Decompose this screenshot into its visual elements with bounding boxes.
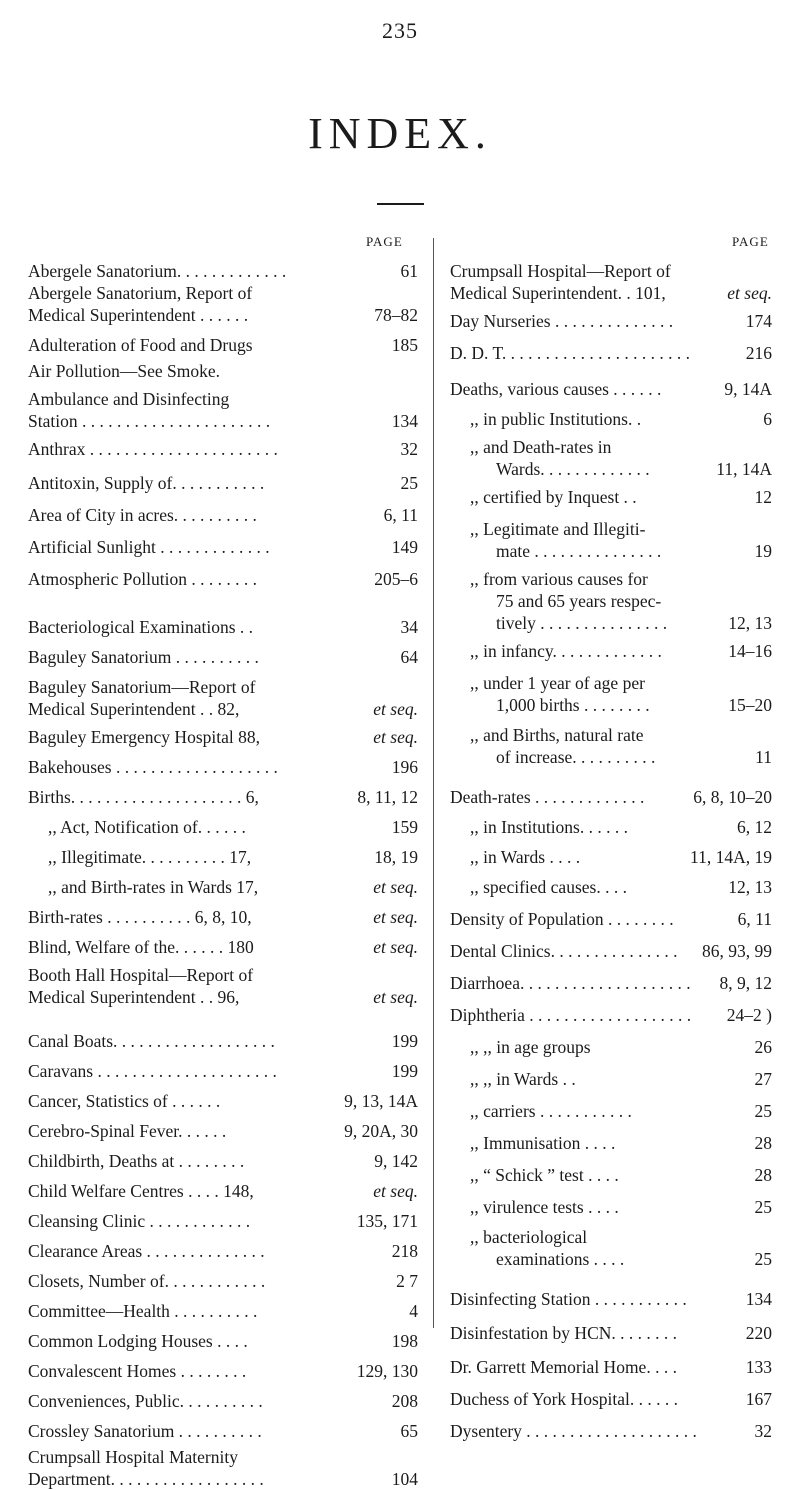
page-reference: 25 bbox=[400, 473, 418, 493]
index-term-continuation: 75 and 65 years respec- bbox=[496, 591, 662, 611]
page-reference: 9, 142 bbox=[374, 1151, 418, 1171]
page-reference: 15–20 bbox=[728, 695, 772, 715]
page-reference bbox=[727, 282, 772, 304]
index-entry bbox=[28, 1060, 418, 1082]
index-entry bbox=[28, 1030, 418, 1052]
index-term-continuation: mate . . . . . . . . . . . . . . . bbox=[496, 541, 662, 561]
index-term-continuation: 1,000 births . . . . . . . . bbox=[496, 695, 650, 715]
page-reference bbox=[373, 1180, 418, 1202]
index-term: Convalescent Homes . . . . . . . . bbox=[28, 1361, 247, 1381]
index-entry bbox=[28, 1390, 418, 1412]
index-entry bbox=[450, 378, 772, 400]
index-term: Canal Boats. . . . . . . . . . . . . . . . . . . bbox=[28, 1031, 275, 1051]
index-entry bbox=[450, 1356, 772, 1378]
index-term: ,, from various causes for bbox=[470, 569, 648, 589]
index-term: Ambulance and Disinfecting bbox=[28, 389, 230, 409]
et-seq-label: et seq. bbox=[373, 727, 418, 747]
page-reference: 199 bbox=[391, 1061, 418, 1081]
index-entry bbox=[450, 1004, 772, 1026]
page-reference: 220 bbox=[745, 1323, 772, 1343]
page-reference: 25 bbox=[754, 1197, 772, 1217]
page-reference: 12, 13 bbox=[728, 613, 772, 633]
index-entry bbox=[450, 260, 772, 304]
index-entry bbox=[28, 1120, 418, 1142]
index-entry bbox=[28, 282, 418, 326]
index-term: Crossley Sanatorium . . . . . . . . . . bbox=[28, 1421, 262, 1441]
page-reference: 159 bbox=[391, 817, 418, 837]
index-entry bbox=[28, 1446, 418, 1490]
index-entry bbox=[28, 676, 418, 720]
page-reference: 4 bbox=[409, 1301, 418, 1321]
et-seq-label: et seq. bbox=[373, 699, 418, 719]
et-seq-label: et seq. bbox=[373, 1181, 418, 1201]
index-entry bbox=[450, 310, 772, 332]
index-term: Cleansing Clinic . . . . . . . . . . . . bbox=[28, 1211, 251, 1231]
index-term: ,, Legitimate and Illegiti- bbox=[470, 519, 646, 539]
index-term: ,, and Births, natural rate bbox=[470, 725, 644, 745]
page-reference: 205–6 bbox=[374, 569, 418, 589]
index-term: Dr. Garrett Memorial Home. . . . bbox=[450, 1357, 677, 1377]
index-entry bbox=[28, 260, 418, 282]
page-reference: 14–16 bbox=[728, 641, 772, 661]
index-entry bbox=[28, 1180, 418, 1202]
et-seq-label: et seq. bbox=[727, 283, 772, 303]
index-term: Diphtheria . . . . . . . . . . . . . . . . . . . bbox=[450, 1005, 692, 1025]
page-reference bbox=[373, 986, 418, 1008]
index-entry bbox=[28, 388, 418, 432]
index-entry bbox=[450, 846, 772, 868]
index-term: ,, ,, in age groups bbox=[470, 1037, 591, 1057]
index-term: Baguley Sanatorium—Report of bbox=[28, 677, 256, 697]
page-reference: 129, 130 bbox=[356, 1361, 418, 1381]
page-reference: 2 7 bbox=[396, 1271, 418, 1291]
index-entry bbox=[28, 1420, 418, 1442]
index-entry bbox=[450, 1196, 772, 1218]
index-term: Child Welfare Centres . . . . 148, bbox=[28, 1181, 254, 1201]
index-title: INDEX. bbox=[308, 109, 492, 158]
index-term: Air Pollution—See Smoke. bbox=[28, 361, 221, 381]
index-entry bbox=[28, 1150, 418, 1172]
index-entry bbox=[450, 908, 772, 930]
page-reference: 6, 12 bbox=[737, 817, 772, 837]
index-entry bbox=[28, 1240, 418, 1262]
index-entry bbox=[450, 672, 772, 716]
index-term: Deaths, various causes . . . . . . bbox=[450, 379, 662, 399]
page-reference bbox=[373, 936, 418, 958]
index-term-continuation: Wards. . . . . . . . . . . . . bbox=[496, 459, 650, 479]
page-reference: 8, 9, 12 bbox=[719, 973, 772, 993]
index-term: Abergele Sanatorium, Report of bbox=[28, 283, 253, 303]
index-term: Dental Clinics. . . . . . . . . . . . . . . bbox=[450, 941, 678, 961]
page-reference: 6, 11 bbox=[383, 505, 418, 525]
page-reference: 28 bbox=[754, 1133, 772, 1153]
index-term: ,, in public Institutions. . bbox=[470, 409, 642, 429]
index-term-continuation: Station . . . . . . . . . . . . . . . . . . . . . . bbox=[28, 411, 271, 431]
page-reference: 135, 171 bbox=[356, 1211, 418, 1231]
index-entry bbox=[450, 1420, 772, 1442]
page-reference: 12 bbox=[754, 487, 772, 507]
page-reference bbox=[373, 726, 418, 748]
index-term: Booth Hall Hospital—Report of bbox=[28, 965, 254, 985]
page-reference: 64 bbox=[400, 647, 418, 667]
index-term-continuation: Medical Superintendent . . . . . . bbox=[28, 305, 249, 325]
page-reference bbox=[373, 698, 418, 720]
index-entry bbox=[450, 1100, 772, 1122]
index-term: ,, certified by Inquest . . bbox=[470, 487, 637, 507]
page-reference: 61 bbox=[400, 261, 418, 281]
index-term-continuation: examinations . . . . bbox=[496, 1249, 625, 1269]
index-entry bbox=[450, 1068, 772, 1090]
column-divider bbox=[433, 238, 434, 1328]
index-entry bbox=[28, 504, 418, 526]
index-term: ,, and Death-rates in bbox=[470, 437, 612, 457]
page-reference: 174 bbox=[745, 311, 772, 331]
index-term: Antitoxin, Supply of. . . . . . . . . . . bbox=[28, 473, 265, 493]
index-entry bbox=[450, 816, 772, 838]
index-term: Artificial Sunlight . . . . . . . . . . . . . bbox=[28, 537, 270, 557]
page-reference: 134 bbox=[391, 411, 418, 431]
page-reference: 167 bbox=[745, 1389, 772, 1409]
index-entry bbox=[28, 756, 418, 778]
index-term: Births. . . . . . . . . . . . . . . . . . . . 6, bbox=[28, 787, 259, 807]
index-entry bbox=[28, 1270, 418, 1292]
index-term: Death-rates . . . . . . . . . . . . . bbox=[450, 787, 645, 807]
index-entry bbox=[28, 646, 418, 668]
title-rule bbox=[377, 203, 424, 205]
page-reference: 9, 13, 14A bbox=[344, 1091, 418, 1111]
page-reference: 32 bbox=[754, 1421, 772, 1441]
page-reference: 65 bbox=[400, 1421, 418, 1441]
et-seq-label: et seq. bbox=[373, 937, 418, 957]
index-term: ,, carriers . . . . . . . . . . . bbox=[470, 1101, 632, 1121]
page-number: 235 bbox=[382, 18, 418, 43]
index-term: Closets, Number of. . . . . . . . . . . . bbox=[28, 1271, 266, 1291]
index-entry bbox=[450, 940, 772, 962]
page-reference bbox=[373, 906, 418, 928]
index-term: Birth-rates . . . . . . . . . . 6, 8, 10, bbox=[28, 907, 252, 927]
page-reference: 185 bbox=[391, 335, 418, 355]
page-reference: 9, 14A bbox=[724, 379, 772, 399]
index-term: Common Lodging Houses . . . . bbox=[28, 1331, 248, 1351]
index-term: ,, in Wards . . . . bbox=[470, 847, 581, 867]
index-term: Density of Population . . . . . . . . bbox=[450, 909, 674, 929]
index-entry bbox=[450, 568, 772, 634]
index-entry bbox=[28, 906, 418, 928]
page-reference: 11, 14A, 19 bbox=[690, 847, 772, 867]
page-reference: 86, 93, 99 bbox=[702, 941, 772, 961]
page-reference: 11 bbox=[755, 747, 772, 767]
page-reference: 6, 11 bbox=[737, 909, 772, 929]
index-term: ,, in Institutions. . . . . . bbox=[470, 817, 628, 837]
page-reference: 19 bbox=[754, 541, 772, 561]
index-term: Bacteriological Examinations . . bbox=[28, 617, 254, 637]
index-term: Dysentery . . . . . . . . . . . . . . . . . . . . bbox=[450, 1421, 697, 1441]
index-term-continuation: Medical Superintendent . . 82, bbox=[28, 699, 240, 719]
index-term: Committee—Health . . . . . . . . . . bbox=[28, 1301, 258, 1321]
index-entry bbox=[450, 408, 772, 430]
index-term: Crumpsall Hospital—Report of bbox=[450, 261, 671, 281]
index-entry bbox=[28, 360, 418, 382]
et-seq-label: et seq. bbox=[373, 907, 418, 927]
page-reference: 25 bbox=[754, 1249, 772, 1269]
et-seq-label: et seq. bbox=[373, 987, 418, 1007]
index-entry bbox=[450, 972, 772, 994]
page-reference: 18, 19 bbox=[374, 847, 418, 867]
page-reference: 27 bbox=[754, 1069, 772, 1089]
index-term: Anthrax . . . . . . . . . . . . . . . . . . . . . . bbox=[28, 439, 278, 459]
index-entry bbox=[450, 724, 772, 768]
index-entry bbox=[450, 1288, 772, 1310]
index-entry bbox=[450, 1388, 772, 1410]
index-term-continuation: Medical Superintendent . . 96, bbox=[28, 987, 240, 1007]
index-term: Area of City in acres. . . . . . . . . . bbox=[28, 505, 257, 525]
index-term: Disinfestation by HCN. . . . . . . . bbox=[450, 1323, 678, 1343]
et-seq-label: et seq. bbox=[373, 877, 418, 897]
index-entry bbox=[450, 1036, 772, 1058]
index-term: ,, under 1 year of age per bbox=[470, 673, 645, 693]
index-entry bbox=[450, 876, 772, 898]
index-entry bbox=[450, 1226, 772, 1270]
page-reference: 216 bbox=[745, 343, 772, 363]
index-term: Abergele Sanatorium. . . . . . . . . . . . . bbox=[28, 261, 287, 281]
page-reference: 25 bbox=[754, 1101, 772, 1121]
page-reference: 26 bbox=[754, 1037, 772, 1057]
index-entry bbox=[28, 1330, 418, 1352]
page-reference: 133 bbox=[745, 1357, 772, 1377]
page-reference: 6 bbox=[763, 409, 772, 429]
page-reference: 8, 11, 12 bbox=[357, 787, 418, 807]
page-reference: 198 bbox=[391, 1331, 418, 1351]
index-entry bbox=[28, 846, 418, 868]
index-term: ,, Illegitimate. . . . . . . . . . 17, bbox=[48, 847, 252, 867]
index-term: Caravans . . . . . . . . . . . . . . . . . . . . . bbox=[28, 1061, 277, 1081]
index-term-continuation: of increase. . . . . . . . . . bbox=[496, 747, 656, 767]
page-reference: 9, 20A, 30 bbox=[344, 1121, 418, 1141]
index-entry bbox=[450, 1132, 772, 1154]
index-term: Baguley Sanatorium . . . . . . . . . . bbox=[28, 647, 259, 667]
page-reference: 12, 13 bbox=[728, 877, 772, 897]
index-entry bbox=[28, 964, 418, 1008]
page-reference: 149 bbox=[391, 537, 418, 557]
page-reference: 32 bbox=[400, 439, 418, 459]
index-term: Atmospheric Pollution . . . . . . . . bbox=[28, 569, 257, 589]
page-reference: 199 bbox=[391, 1031, 418, 1051]
index-entry bbox=[450, 1322, 772, 1344]
index-entry bbox=[28, 786, 418, 808]
page-reference: 11, 14A bbox=[716, 459, 772, 479]
index-term: Baguley Emergency Hospital 88, bbox=[28, 727, 260, 747]
index-term: Conveniences, Public. . . . . . . . . . bbox=[28, 1391, 263, 1411]
index-term: Cerebro-Spinal Fever. . . . . . bbox=[28, 1121, 227, 1141]
index-entry bbox=[28, 876, 418, 898]
index-term: ,, Immunisation . . . . bbox=[470, 1133, 616, 1153]
index-term: ,, “ Schick ” test . . . . bbox=[470, 1165, 619, 1185]
index-term: Adulteration of Food and Drugs bbox=[28, 335, 253, 355]
index-term: ,, ,, in Wards . . bbox=[470, 1069, 576, 1089]
right-page-header: PAGE bbox=[732, 234, 769, 249]
page-reference: 208 bbox=[391, 1391, 418, 1411]
left-page-header: PAGE bbox=[366, 234, 403, 249]
index-entry bbox=[28, 568, 418, 590]
index-term: Blind, Welfare of the. . . . . . 180 bbox=[28, 937, 254, 957]
index-term-continuation: Department. . . . . . . . . . . . . . . . . . bbox=[28, 1469, 264, 1489]
index-term: ,, specified causes. . . . bbox=[470, 877, 627, 897]
index-entry bbox=[28, 1090, 418, 1112]
index-term-continuation: tively . . . . . . . . . . . . . . . bbox=[496, 613, 668, 633]
index-term: D. D. T. . . . . . . . . . . . . . . . . . . . . . bbox=[450, 343, 690, 363]
index-entry bbox=[28, 616, 418, 638]
index-term: Diarrhoea. . . . . . . . . . . . . . . . . . . . bbox=[450, 973, 691, 993]
index-entry bbox=[28, 334, 418, 356]
index-term: Childbirth, Deaths at . . . . . . . . bbox=[28, 1151, 245, 1171]
page-reference: 78–82 bbox=[374, 305, 418, 325]
index-entry bbox=[450, 640, 772, 662]
index-entry bbox=[28, 1300, 418, 1322]
index-entry bbox=[450, 786, 772, 808]
index-entry bbox=[28, 472, 418, 494]
index-entry bbox=[450, 436, 772, 480]
index-term-continuation: Medical Superintendent. . 101, bbox=[450, 283, 666, 303]
index-entry bbox=[28, 1360, 418, 1382]
index-term: Disinfecting Station . . . . . . . . . . . bbox=[450, 1289, 687, 1309]
page-reference: 196 bbox=[391, 757, 418, 777]
index-entry bbox=[450, 486, 772, 508]
index-entry bbox=[28, 536, 418, 558]
index-term: ,, in infancy. . . . . . . . . . . . . bbox=[470, 641, 662, 661]
page-reference: 28 bbox=[754, 1165, 772, 1185]
page-reference: 24–2 ) bbox=[726, 1005, 772, 1025]
index-entry bbox=[28, 726, 418, 748]
page-reference: 34 bbox=[400, 617, 418, 637]
index-term: Duchess of York Hospital. . . . . . bbox=[450, 1389, 678, 1409]
index-entry bbox=[450, 342, 772, 364]
index-term: ,, virulence tests . . . . bbox=[470, 1197, 619, 1217]
index-term: Cancer, Statistics of . . . . . . bbox=[28, 1091, 221, 1111]
page-reference bbox=[373, 876, 418, 898]
index-entry bbox=[28, 936, 418, 958]
index-term: ,, bacteriological bbox=[470, 1227, 588, 1247]
index-term: Crumpsall Hospital Maternity bbox=[28, 1447, 238, 1467]
index-term: Bakehouses . . . . . . . . . . . . . . . . . . . bbox=[28, 757, 278, 777]
index-entry bbox=[28, 816, 418, 838]
page-reference: 104 bbox=[391, 1469, 418, 1489]
index-entry bbox=[28, 1210, 418, 1232]
index-term: Clearance Areas . . . . . . . . . . . . . . bbox=[28, 1241, 265, 1261]
page-reference: 218 bbox=[391, 1241, 418, 1261]
page-reference: 6, 8, 10–20 bbox=[693, 787, 772, 807]
index-term: ,, and Birth-rates in Wards 17, bbox=[48, 877, 259, 897]
index-entry bbox=[28, 438, 418, 460]
page-reference: 134 bbox=[745, 1289, 772, 1309]
index-term: Day Nurseries . . . . . . . . . . . . . . bbox=[450, 311, 674, 331]
index-term: ,, Act, Notification of. . . . . . bbox=[48, 817, 246, 837]
index-entry bbox=[450, 518, 772, 562]
index-entry bbox=[450, 1164, 772, 1186]
